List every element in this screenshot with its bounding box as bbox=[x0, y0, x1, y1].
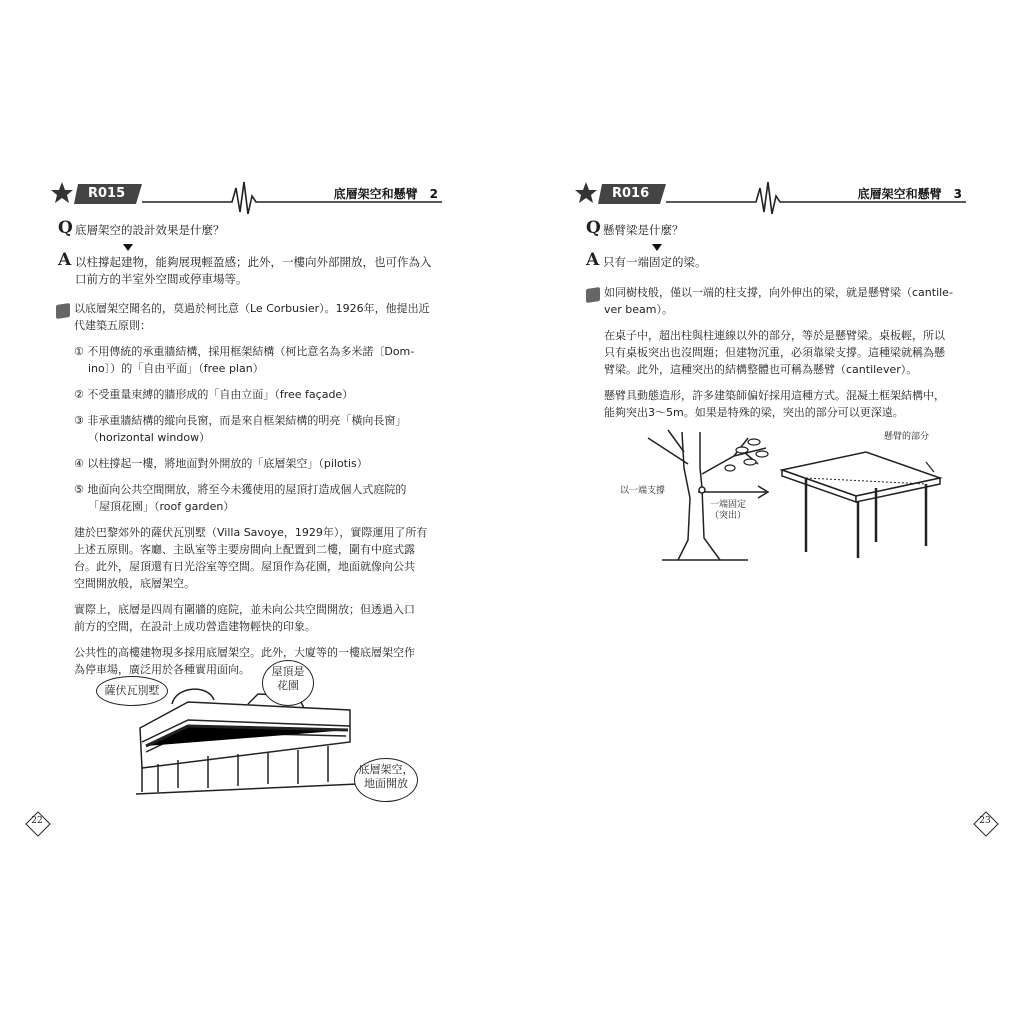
question-text: 懸臂梁是什麼？ bbox=[603, 223, 684, 237]
section-code: R016 bbox=[612, 186, 650, 201]
table-illustration bbox=[776, 444, 946, 560]
a-mark: A bbox=[586, 250, 600, 270]
dynamic-paragraph: 懸臂具動態造形，許多建築師偏好採用這種方式。混凝土框架結構中， 能夠突出3～5m。如果是特殊的梁，突出的部分可以更深遠。 bbox=[604, 389, 945, 419]
speech-bubble: 屋頂是 花園 bbox=[262, 660, 314, 706]
a-mark: A bbox=[58, 250, 72, 270]
explanation bbox=[74, 300, 454, 687]
question-text: 底層架空的設計效果是什麼？ bbox=[75, 223, 225, 237]
speech-bubble: 底層架空， 地面開放 bbox=[354, 758, 418, 802]
down-arrow-icon bbox=[123, 244, 133, 251]
section-header bbox=[576, 178, 968, 218]
section-code: R015 bbox=[88, 186, 126, 201]
annotation-cantilever: 懸臂的部分 bbox=[884, 432, 930, 442]
list-item: ③ 非承重牆結構的縱向長窗，而是來自框架結構的明亮「橫向長窗」 （horizontal window） bbox=[74, 414, 407, 444]
star-icon bbox=[575, 182, 597, 203]
section-topic: 底層架空和懸臂 3 bbox=[857, 187, 962, 201]
villa-savoye-illustration bbox=[128, 680, 368, 800]
annotation-fixed: 一端固定 （突出） bbox=[710, 500, 747, 521]
table-paragraph: 在桌子中，超出柱與柱連線以外的部分，等於是懸臂梁。桌板輕，所以 只有桌板突出也沒問題；但建物沉重，必須靠梁支撐。這種梁就稱為懸 臂梁。此外，這種突出的結構整體也可稱為懸臂（cantilever）。 bbox=[604, 329, 945, 376]
cube-icon bbox=[56, 303, 70, 319]
list-item: ② 不受重量束縛的牆形成的「自由立面」（free façade） bbox=[74, 388, 354, 401]
right-page bbox=[512, 0, 1024, 1024]
q-mark: Q bbox=[58, 218, 73, 238]
definition-paragraph: 如同樹枝般，僅以一端的柱支撐，向外伸出的梁，就是懸臂梁（cantile- ver beam）。 bbox=[604, 286, 953, 316]
list-item: ⑤ 地面向公共空間開放，將至今未獲使用的屋頂打造成個人式庭院的 「屋頂花園」（roof garden） bbox=[74, 483, 407, 513]
page-number: 22 bbox=[26, 812, 48, 834]
speech-bubble: 薩伏瓦別墅 bbox=[96, 676, 168, 706]
cube-icon bbox=[586, 287, 600, 303]
q-mark: Q bbox=[586, 218, 601, 238]
usage-paragraph: 公共性的高樓建物現多採用底層架空。此外，大廈等的一樓底層架空作 為停車場，廣泛用於各種實用面向。 bbox=[74, 646, 415, 676]
villa-paragraph: 建於巴黎郊外的薩伏瓦別墅（Villa Savoye，1929年），實際運用了所有 上述五原則。客廳、主臥室等主要房間向上配置到二樓，圍有中庭式露 台。此外，屋頂還有日光浴室等空間。屋頂作為花園，地面就像向公共 空間開放般，底層架空。 bbox=[74, 526, 428, 590]
annotation-support: 以一端支撐 bbox=[620, 486, 666, 496]
explanation bbox=[604, 284, 974, 430]
reality-paragraph: 實際上，底層是四周有圍牆的庭院，並未向公共空間開放；但透過入口 前方的空間，在設計上成功營造建物輕快的印象。 bbox=[74, 603, 415, 633]
answer-text: 以柱撐起建物，能夠展現輕盈感；此外，一樓向外部開放，也可作為入 口前方的半室外空間或停車場等。 bbox=[75, 255, 432, 286]
section-header bbox=[52, 178, 444, 218]
star-icon bbox=[51, 182, 73, 203]
answer-text: 只有一端固定的梁。 bbox=[603, 255, 707, 269]
list-item: ① 不用傳統的承重牆結構，採用框架結構（柯比意名為多米諾〔Dom- ino〕）的「自由平面」（free plan） bbox=[74, 345, 415, 375]
list-item: ④ 以柱撐起一樓，將地面對外開放的「底層架空」（pilotis） bbox=[74, 457, 368, 470]
page-number: 23 bbox=[974, 812, 996, 834]
principles-list bbox=[74, 343, 454, 515]
intro-paragraph: 以底層架空聞名的，莫過於柯比意（Le Corbusier）。1926年，他提出近 代建築五原則： bbox=[74, 302, 430, 332]
down-arrow-icon bbox=[652, 244, 662, 251]
section-topic: 底層架空和懸臂 2 bbox=[333, 187, 438, 201]
